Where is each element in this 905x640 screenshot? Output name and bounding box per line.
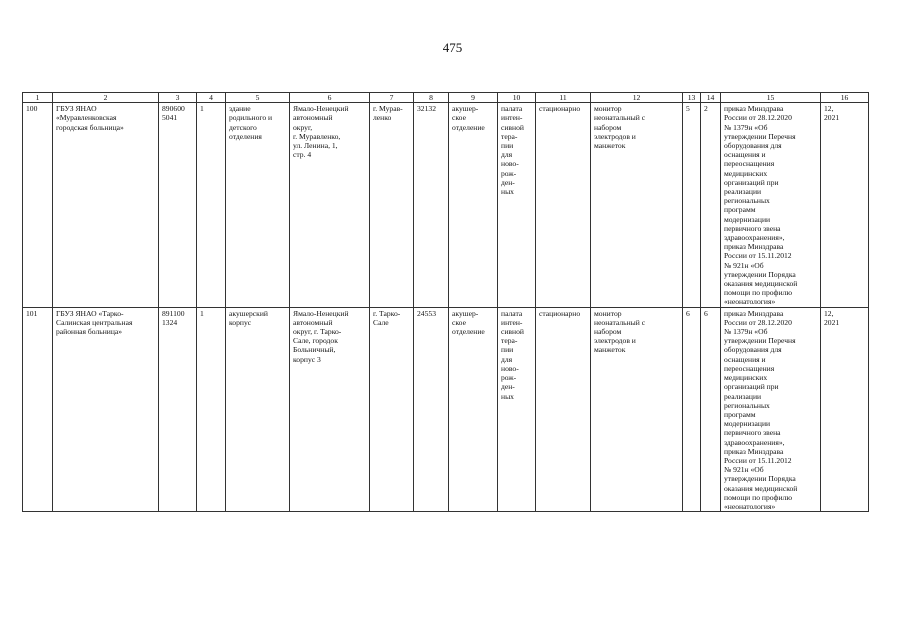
cell-organization: ГБУЗ ЯНАО «Тарко- Салинская центральная районная больница»: [53, 307, 159, 511]
cell-postal-code: 24553: [414, 307, 449, 511]
cell-unit: палата интен- сивной тера- пии для ново- рож- ден- ных: [498, 103, 536, 307]
cell-building: здание родильного и детского отделения: [226, 103, 290, 307]
cell-care-mode: стационарно: [536, 103, 591, 307]
cell-quantity-a: 5: [683, 103, 701, 307]
column-number: 1: [23, 93, 53, 103]
column-number: 8: [414, 93, 449, 103]
cell-city: г. Мурав- ленко: [370, 103, 414, 307]
column-number: 9: [449, 93, 498, 103]
cell-quantity-a: 6: [683, 307, 701, 511]
column-number: 13: [683, 93, 701, 103]
cell-address: Ямало-Ненецкий автономный округ, г. Муравленко, ул. Ленина, 1, стр. 4: [290, 103, 370, 307]
cell-equipment: монитор неонатальный с набором электродов и манжеток: [591, 103, 683, 307]
cell-care-mode: стационарно: [536, 307, 591, 511]
column-number: 3: [159, 93, 197, 103]
cell-count: 1: [197, 103, 226, 307]
column-number: 10: [498, 93, 536, 103]
cell-code: 891100 1324: [159, 307, 197, 511]
cell-department: акушер- ское отделение: [449, 307, 498, 511]
column-number: 5: [226, 93, 290, 103]
column-number: 2: [53, 93, 159, 103]
page-number: 475: [442, 40, 463, 55]
cell-quantity-b: 6: [701, 307, 721, 511]
column-number: 14: [701, 93, 721, 103]
cell-date: 12, 2021: [821, 307, 869, 511]
table-row: [23, 103, 869, 307]
column-number: 15: [721, 93, 821, 103]
cell-postal-code: 32132: [414, 103, 449, 307]
cell-department: акушер- ское отделение: [449, 103, 498, 307]
cell-date: 12, 2021: [821, 103, 869, 307]
column-number: 12: [591, 93, 683, 103]
cell-code: 890600 5041: [159, 103, 197, 307]
equipment-table: [22, 92, 869, 512]
cell-count: 1: [197, 307, 226, 511]
column-number: 11: [536, 93, 591, 103]
column-number: 6: [290, 93, 370, 103]
cell-equipment: монитор неонатальный с набором электродов и манжеток: [591, 307, 683, 511]
cell-address: Ямало-Ненецкий автономный округ, г. Тарко- Сале, городок Больничный, корпус 3: [290, 307, 370, 511]
column-number: 4: [197, 93, 226, 103]
cell-row-number: 101: [23, 307, 53, 511]
table-row: [23, 307, 869, 511]
cell-row-number: 100: [23, 103, 53, 307]
column-number-row: [23, 93, 869, 103]
cell-legal-basis: приказ Минздрава России от 28.12.2020 № 1379н «Об утверждении Перечня оборудования для оснащения и переоснащения медицинских организаций при реализации региональных программ модернизации первичного звена здравоохранения», приказ Минздрава России от 15.11.2012 № 921н «Об утверждении Порядка оказания медицинской помощи по профилю «неонатология»: [721, 103, 821, 307]
cell-organization: ГБУЗ ЯНАО «Муравленковская городская больница»: [53, 103, 159, 307]
column-number: 16: [821, 93, 869, 103]
cell-quantity-b: 2: [701, 103, 721, 307]
column-number: 7: [370, 93, 414, 103]
cell-building: акушерский корпус: [226, 307, 290, 511]
cell-unit: палата интен- сивной тера- пии для ново- рож- ден- ных: [498, 307, 536, 511]
cell-legal-basis: приказ Минздрава России от 28.12.2020 № 1379н «Об утверждении Перечня оборудования для оснащения и переоснащения медицинских организаций при реализации региональных программ модернизации первичного звена здравоохранения», приказ Минздрава России от 15.11.2012 № 921н «Об утверждении Порядка оказания медицинской помощи по профилю «неонатология»: [721, 307, 821, 511]
cell-city: г. Тарко- Сале: [370, 307, 414, 511]
